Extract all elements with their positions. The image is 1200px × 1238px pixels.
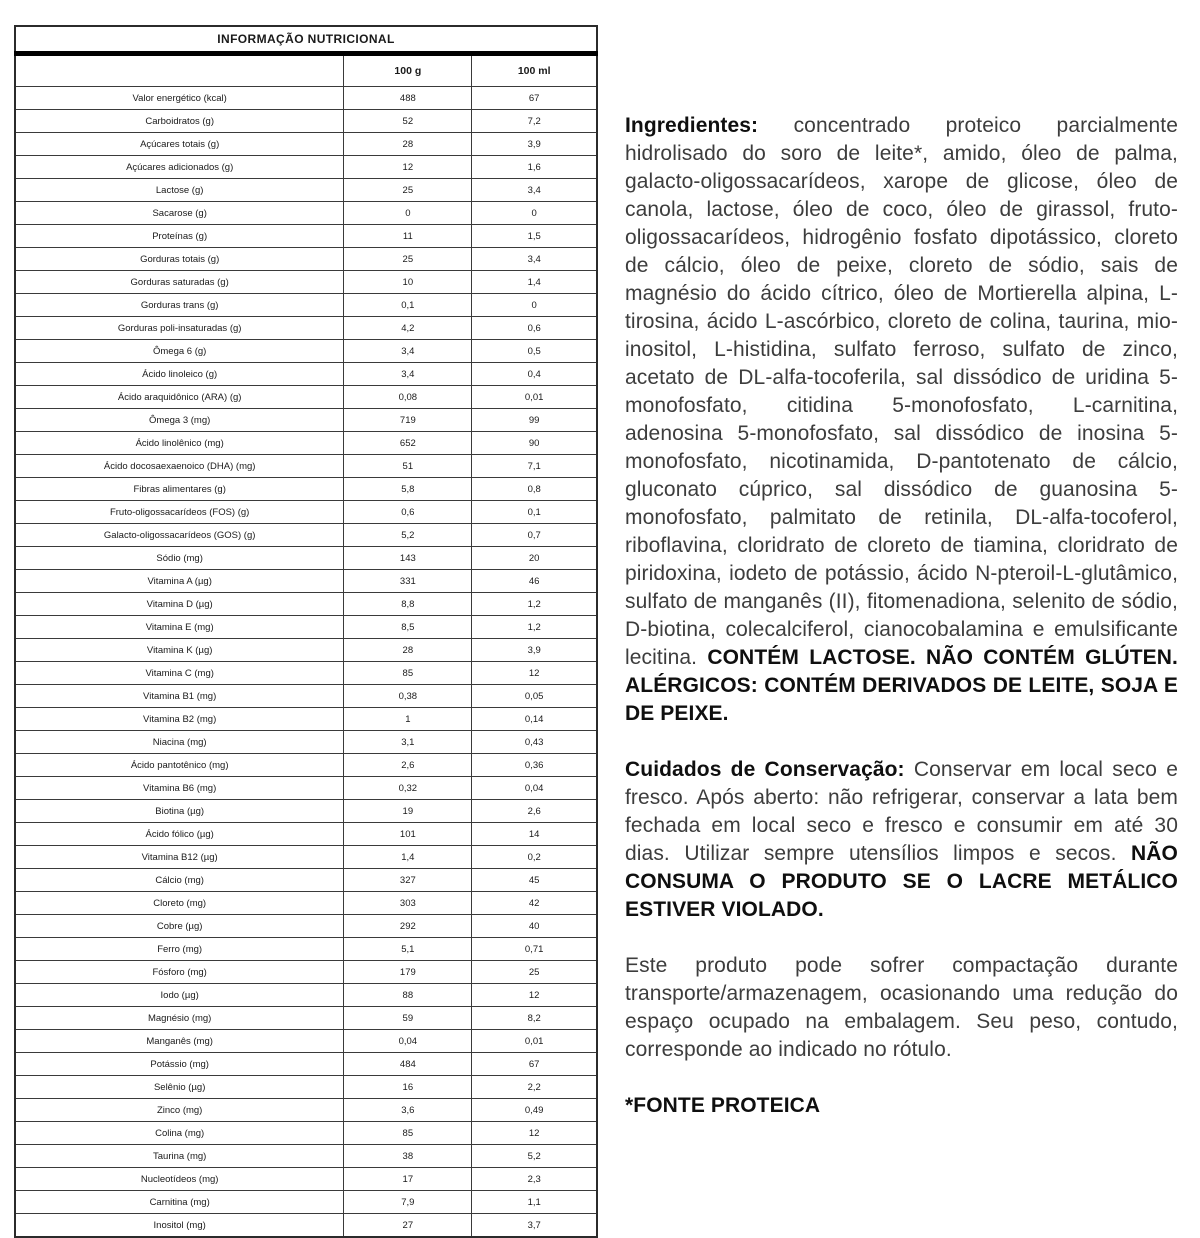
- value-per-100ml: 0,2: [472, 846, 597, 869]
- nutrient-name: Ácido linolênico (mg): [15, 432, 344, 455]
- value-per-100g: 0,6: [344, 501, 472, 524]
- value-per-100g: 4,2: [344, 317, 472, 340]
- table-row: [15, 271, 597, 294]
- table-row: [15, 593, 597, 616]
- table-row: [15, 1007, 597, 1030]
- nutrient-name: Lactose (g): [15, 179, 344, 202]
- value-per-100g: 0,08: [344, 386, 472, 409]
- table-row: [15, 869, 597, 892]
- value-per-100ml: 99: [472, 409, 597, 432]
- value-per-100g: 88: [344, 984, 472, 1007]
- table-row: [15, 731, 597, 754]
- nutrient-name: Zinco (mg): [15, 1099, 344, 1122]
- value-per-100g: 484: [344, 1053, 472, 1076]
- value-per-100g: 85: [344, 662, 472, 685]
- nutrient-name: Iodo (µg): [15, 984, 344, 1007]
- value-per-100ml: 12: [472, 1122, 597, 1145]
- nutrient-name: Galacto-oligossacarídeos (GOS) (g): [15, 524, 344, 547]
- nutrient-name: Niacina (mg): [15, 731, 344, 754]
- nutrient-name: Vitamina B2 (mg): [15, 708, 344, 731]
- value-per-100g: 0,32: [344, 777, 472, 800]
- value-per-100ml: 3,7: [472, 1214, 597, 1238]
- table-row: [15, 685, 597, 708]
- value-per-100g: 101: [344, 823, 472, 846]
- value-per-100g: 652: [344, 432, 472, 455]
- ingredients-text: concentrado proteico parcialmente hidrolisado do soro de leite*, amido, óleo de palma, galacto-oligossacarídeos, xarope de glicose, óleo de canola, lactose, óleo de coco, óleo de girassol, fruto-oligossacarídeos, hidrogênio fosfato dipotássico, cloreto de cálcio, óleo de peixe, cloreto de sódio, sais de magnésio do ácido cítrico, óleo de Mortierella alpina, L-tirosina, ácido L-ascórbico, cloreto de colina, taurina, mio-inositol, L-histidina, sulfato ferroso, sulfato de zinco, acetato de DL-alfa-tocoferila, sal dissódico de uridina 5-monofosfato, citidina 5-monofosfato, L-carnitina, adenosina 5-monofosfato, sal dissódico de inosina 5-monofosfato, nicotinamida, D-pantotenato de cálcio, gluconato cúprico, sal dissódico de guanosina 5-monofosfato, palmitato de retinila, DL-alfa-tocoferol, riboflavina, cloridrato de cloreto de tiamina, cloridrato de piridoxina, iodeto de potássio, ácido N-pteroil-L-glutâmico, sulfato de manganês (II), fitomenadiona, selenito de sódio, D-biotina, colecalciferol, cianocobalamina e emulsificante lecitina.: [625, 114, 1178, 669]
- value-per-100ml: 0: [472, 294, 597, 317]
- table-body: [15, 87, 597, 1238]
- table-row: [15, 777, 597, 800]
- value-per-100ml: 2,3: [472, 1168, 597, 1191]
- table-row: [15, 1168, 597, 1191]
- value-per-100g: 59: [344, 1007, 472, 1030]
- value-per-100ml: 1,4: [472, 271, 597, 294]
- value-per-100ml: 67: [472, 87, 597, 110]
- table-row: [15, 961, 597, 984]
- table-row: [15, 1099, 597, 1122]
- table-row: [15, 432, 597, 455]
- nutrient-name: Açúcares adicionados (g): [15, 156, 344, 179]
- value-per-100ml: 0,5: [472, 340, 597, 363]
- table-row: [15, 938, 597, 961]
- value-per-100g: 0,04: [344, 1030, 472, 1053]
- table-row: [15, 225, 597, 248]
- protein-source-paragraph: [625, 1092, 1178, 1120]
- storage-text: Conservar em local seco e fresco. Após aberto: não refrigerar, conservar a lata bem fechada em local seco e fresco e consumir em até 30 dias. Utilizar sempre utensílios limpos e secos.: [625, 758, 1179, 865]
- value-per-100ml: 67: [472, 1053, 597, 1076]
- nutrient-name: Ácido linoleico (g): [15, 363, 344, 386]
- allergen-warning-text: CONTÉM LACTOSE. NÃO CONTÉM GLÚTEN. ALÉRGICOS: CONTÉM DERIVADOS DE LEITE, SOJA E DE PEIXE.: [625, 646, 1178, 725]
- value-per-100g: 27: [344, 1214, 472, 1238]
- value-per-100g: 28: [344, 639, 472, 662]
- value-per-100g: 0,1: [344, 294, 472, 317]
- value-per-100g: 85: [344, 1122, 472, 1145]
- value-per-100g: 303: [344, 892, 472, 915]
- table-row: [15, 478, 597, 501]
- value-per-100ml: 0,8: [472, 478, 597, 501]
- value-per-100g: 179: [344, 961, 472, 984]
- nutrient-name: Vitamina C (mg): [15, 662, 344, 685]
- nutrient-name: Ferro (mg): [15, 938, 344, 961]
- table-row: [15, 984, 597, 1007]
- nutrient-name: Vitamina B6 (mg): [15, 777, 344, 800]
- nutrient-name: Vitamina D (µg): [15, 593, 344, 616]
- nutrient-name: Sódio (mg): [15, 547, 344, 570]
- value-per-100ml: 1,2: [472, 616, 597, 639]
- table-row: [15, 915, 597, 938]
- table-row: [15, 1122, 597, 1145]
- value-per-100g: 2,6: [344, 754, 472, 777]
- table-row: [15, 708, 597, 731]
- nutrient-name: Açúcares totais (g): [15, 133, 344, 156]
- table-row: [15, 202, 597, 225]
- table-row: [15, 846, 597, 869]
- value-per-100g: 19: [344, 800, 472, 823]
- value-per-100ml: 0,01: [472, 386, 597, 409]
- ingredients-paragraph: [625, 112, 1178, 728]
- value-per-100g: 52: [344, 110, 472, 133]
- value-per-100ml: 7,1: [472, 455, 597, 478]
- value-per-100ml: 0,71: [472, 938, 597, 961]
- value-per-100ml: 0,6: [472, 317, 597, 340]
- value-per-100ml: 42: [472, 892, 597, 915]
- value-per-100g: 1: [344, 708, 472, 731]
- table-row: [15, 1214, 597, 1238]
- nutrient-name: Potássio (mg): [15, 1053, 344, 1076]
- value-per-100g: 3,4: [344, 340, 472, 363]
- value-per-100ml: 1,6: [472, 156, 597, 179]
- table-row: [15, 892, 597, 915]
- table-row: [15, 1076, 597, 1099]
- nutrient-name: Ômega 6 (g): [15, 340, 344, 363]
- value-per-100ml: 90: [472, 432, 597, 455]
- nutrient-name: Nucleotídeos (mg): [15, 1168, 344, 1191]
- value-per-100g: 5,1: [344, 938, 472, 961]
- value-per-100g: 5,2: [344, 524, 472, 547]
- value-per-100g: 11: [344, 225, 472, 248]
- table-row: [15, 340, 597, 363]
- protein-source-text: *FONTE PROTEICA: [625, 1094, 821, 1117]
- value-per-100ml: 7,2: [472, 110, 597, 133]
- table-row: [15, 110, 597, 133]
- nutrient-name: Sacarose (g): [15, 202, 344, 225]
- nutrition-table: [14, 25, 598, 1238]
- table-row: [15, 823, 597, 846]
- value-per-100g: 292: [344, 915, 472, 938]
- column-header-empty: [15, 54, 344, 87]
- column-header-100ml: 100 ml: [472, 54, 597, 87]
- value-per-100ml: 3,4: [472, 179, 597, 202]
- value-per-100g: 16: [344, 1076, 472, 1099]
- compaction-note-paragraph: [625, 952, 1178, 1064]
- seal-warning-text: NÃO CONSUMA O PRODUTO SE O LACRE METÁLICO ESTIVER VIOLADO.: [625, 842, 1178, 921]
- table-row: [15, 156, 597, 179]
- nutrient-name: Gorduras poli-insaturadas (g): [15, 317, 344, 340]
- nutrient-name: Gorduras totais (g): [15, 248, 344, 271]
- value-per-100g: 8,8: [344, 593, 472, 616]
- table-title: INFORMAÇÃO NUTRICIONAL: [15, 26, 597, 54]
- storage-paragraph: [625, 756, 1178, 924]
- value-per-100ml: 0,14: [472, 708, 597, 731]
- value-per-100ml: 40: [472, 915, 597, 938]
- nutrient-name: Carnitina (mg): [15, 1191, 344, 1214]
- nutrient-name: Fibras alimentares (g): [15, 478, 344, 501]
- value-per-100ml: 0,05: [472, 685, 597, 708]
- value-per-100g: 719: [344, 409, 472, 432]
- value-per-100ml: 1,1: [472, 1191, 597, 1214]
- nutrient-name: Cálcio (mg): [15, 869, 344, 892]
- table-row: [15, 616, 597, 639]
- nutrient-name: Fósforo (mg): [15, 961, 344, 984]
- value-per-100ml: 0,49: [472, 1099, 597, 1122]
- value-per-100g: 3,4: [344, 363, 472, 386]
- nutrient-name: Ácido araquidônico (ARA) (g): [15, 386, 344, 409]
- nutrient-name: Gorduras trans (g): [15, 294, 344, 317]
- table-row: [15, 87, 597, 110]
- value-per-100ml: 0,7: [472, 524, 597, 547]
- value-per-100g: 3,6: [344, 1099, 472, 1122]
- table-row: [15, 317, 597, 340]
- value-per-100ml: 46: [472, 570, 597, 593]
- nutrient-name: Proteínas (g): [15, 225, 344, 248]
- table-row: [15, 1053, 597, 1076]
- nutrient-name: Vitamina E (mg): [15, 616, 344, 639]
- value-per-100ml: 14: [472, 823, 597, 846]
- value-per-100ml: 0: [472, 202, 597, 225]
- table-row: [15, 409, 597, 432]
- table-row: [15, 1145, 597, 1168]
- table-row: [15, 179, 597, 202]
- value-per-100ml: 12: [472, 662, 597, 685]
- table-row: [15, 524, 597, 547]
- nutrient-name: Manganês (mg): [15, 1030, 344, 1053]
- table-row: [15, 547, 597, 570]
- nutrient-name: Vitamina K (µg): [15, 639, 344, 662]
- value-per-100ml: 8,2: [472, 1007, 597, 1030]
- value-per-100ml: 0,4: [472, 363, 597, 386]
- table-row: [15, 570, 597, 593]
- nutrient-name: Cobre (µg): [15, 915, 344, 938]
- nutrient-name: Vitamina A (µg): [15, 570, 344, 593]
- ingredients-label: Ingredientes:: [625, 114, 794, 137]
- value-per-100g: 0: [344, 202, 472, 225]
- nutrient-name: Magnésio (mg): [15, 1007, 344, 1030]
- value-per-100ml: 25: [472, 961, 597, 984]
- value-per-100g: 143: [344, 547, 472, 570]
- value-per-100ml: 20: [472, 547, 597, 570]
- table-title-row: [15, 26, 597, 54]
- value-per-100ml: 1,2: [472, 593, 597, 616]
- value-per-100ml: 2,2: [472, 1076, 597, 1099]
- value-per-100g: 38: [344, 1145, 472, 1168]
- value-per-100g: 8,5: [344, 616, 472, 639]
- table-row: [15, 1191, 597, 1214]
- table-row: [15, 501, 597, 524]
- nutrient-name: Colina (mg): [15, 1122, 344, 1145]
- storage-label: Cuidados de Conservação:: [625, 758, 914, 781]
- nutrient-name: Fruto-oligossacarídeos (FOS) (g): [15, 501, 344, 524]
- table-row: [15, 455, 597, 478]
- value-per-100ml: 0,36: [472, 754, 597, 777]
- value-per-100ml: 45: [472, 869, 597, 892]
- table-row: [15, 294, 597, 317]
- table-row: [15, 754, 597, 777]
- info-panel: [625, 112, 1178, 1148]
- value-per-100g: 3,1: [344, 731, 472, 754]
- table-row: [15, 386, 597, 409]
- value-per-100ml: 12: [472, 984, 597, 1007]
- table-row: [15, 800, 597, 823]
- nutrient-name: Ácido pantotênico (mg): [15, 754, 344, 777]
- value-per-100g: 17: [344, 1168, 472, 1191]
- value-per-100g: 10: [344, 271, 472, 294]
- value-per-100g: 7,9: [344, 1191, 472, 1214]
- value-per-100g: 488: [344, 87, 472, 110]
- table-row: [15, 248, 597, 271]
- table-row: [15, 363, 597, 386]
- value-per-100g: 1,4: [344, 846, 472, 869]
- value-per-100ml: 1,5: [472, 225, 597, 248]
- value-per-100g: 5,8: [344, 478, 472, 501]
- value-per-100ml: 0,01: [472, 1030, 597, 1053]
- nutrient-name: Cloreto (mg): [15, 892, 344, 915]
- nutrient-name: Taurina (mg): [15, 1145, 344, 1168]
- nutrient-name: Gorduras saturadas (g): [15, 271, 344, 294]
- value-per-100ml: 0,43: [472, 731, 597, 754]
- nutrient-name: Selênio (µg): [15, 1076, 344, 1099]
- nutrient-name: Biotina (µg): [15, 800, 344, 823]
- value-per-100ml: 3,9: [472, 133, 597, 156]
- column-header-100g: 100 g: [344, 54, 472, 87]
- value-per-100ml: 2,6: [472, 800, 597, 823]
- value-per-100ml: 3,4: [472, 248, 597, 271]
- table-row: [15, 133, 597, 156]
- value-per-100g: 327: [344, 869, 472, 892]
- nutrient-name: Ácido fólico (µg): [15, 823, 344, 846]
- value-per-100ml: 0,04: [472, 777, 597, 800]
- nutrient-name: Carboidratos (g): [15, 110, 344, 133]
- value-per-100g: 0,38: [344, 685, 472, 708]
- value-per-100g: 12: [344, 156, 472, 179]
- value-per-100g: 331: [344, 570, 472, 593]
- value-per-100g: 25: [344, 179, 472, 202]
- value-per-100g: 51: [344, 455, 472, 478]
- nutrient-name: Inositol (mg): [15, 1214, 344, 1238]
- nutrient-name: Valor energético (kcal): [15, 87, 344, 110]
- compaction-note-text: Este produto pode sofrer compactação durante transporte/armazenagem, ocasionando uma redução do espaço ocupado na embalagem. Seu peso, contudo, corresponde ao indicado no rótulo.: [625, 954, 1178, 1061]
- nutrient-name: Ômega 3 (mg): [15, 409, 344, 432]
- table-header-row: [15, 54, 597, 87]
- value-per-100ml: 0,1: [472, 501, 597, 524]
- table-row: [15, 662, 597, 685]
- value-per-100ml: 3,9: [472, 639, 597, 662]
- nutrient-name: Vitamina B12 (µg): [15, 846, 344, 869]
- table-row: [15, 1030, 597, 1053]
- nutrient-name: Vitamina B1 (mg): [15, 685, 344, 708]
- table-row: [15, 639, 597, 662]
- value-per-100g: 25: [344, 248, 472, 271]
- value-per-100ml: 5,2: [472, 1145, 597, 1168]
- nutrient-name: Ácido docosaexaenoico (DHA) (mg): [15, 455, 344, 478]
- value-per-100g: 28: [344, 133, 472, 156]
